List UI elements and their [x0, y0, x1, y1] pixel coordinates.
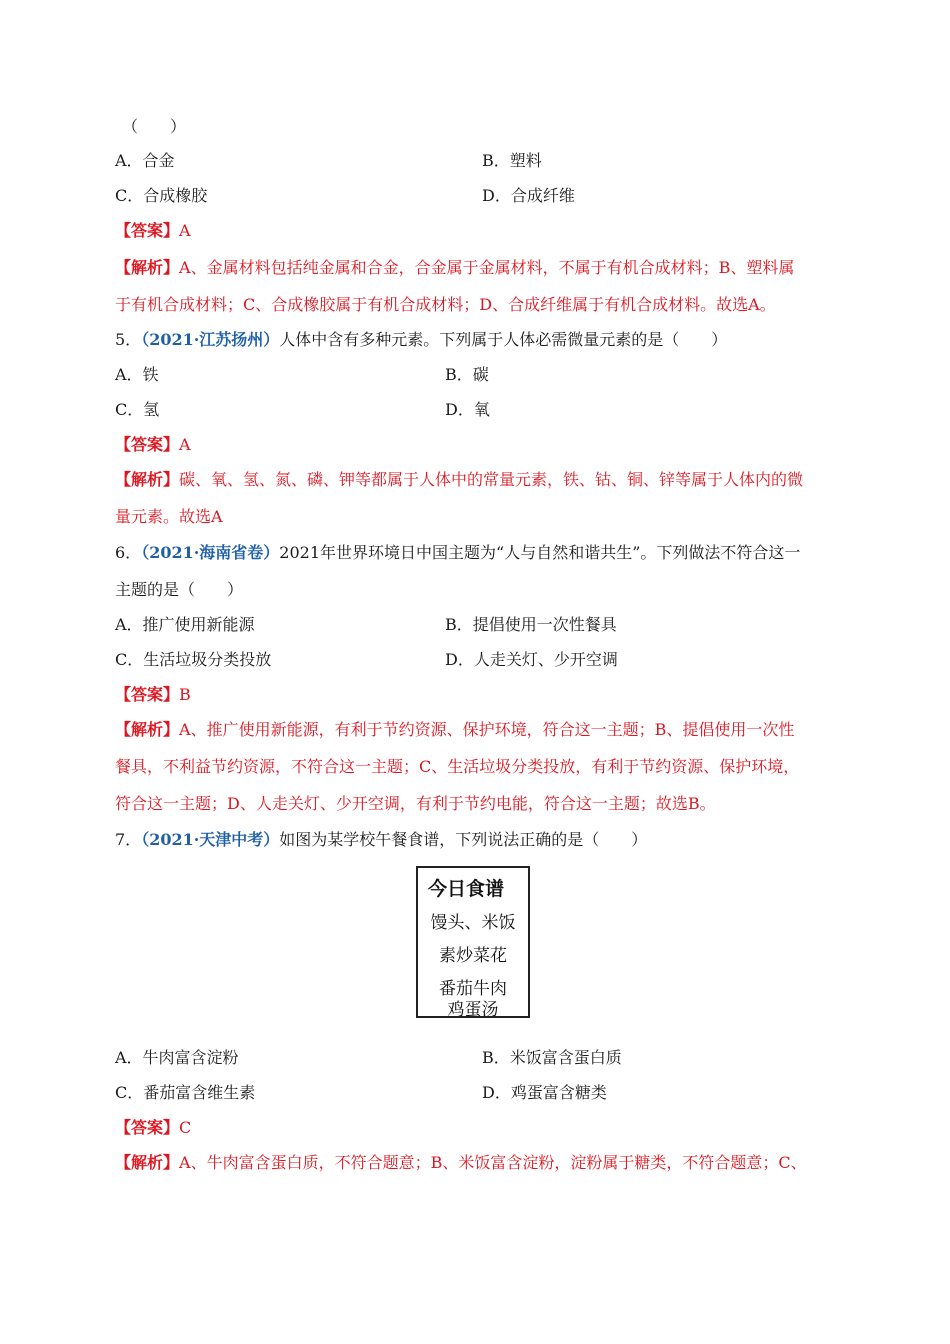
question-text: 2021年世界环境日中国主题为“人与自然和谐共生”。下列做法不符合这一 — [279, 543, 801, 562]
q5-option-a: A．铁 — [115, 365, 159, 384]
q4-analysis-line-1 — [115, 258, 794, 278]
menu-item: 素炒菜花 — [439, 946, 507, 966]
question-number: 7． — [115, 830, 142, 849]
analysis-tag: 【解析】 — [115, 470, 180, 489]
q7-option-c: C．番茄富含维生素 — [115, 1083, 256, 1102]
q7-option-d: D．鸡蛋富含糖类 — [482, 1083, 607, 1102]
q4-analysis-line-2: 于有机合成材料；C、合成橡胶属于有机合成材料；D、合成纤维属于有机合成材料。故选A。 — [115, 295, 776, 314]
question-source: （2021·江苏扬州） — [141, 330, 280, 349]
q6-analysis-line-1 — [115, 720, 794, 740]
menu-title: 今日食谱 — [428, 878, 505, 900]
q6-option-a: A．推广使用新能源 — [115, 615, 255, 634]
q4-option-b: B．塑料 — [482, 151, 542, 170]
q6-option-c: C．生活垃圾分类投放 — [115, 650, 272, 669]
q6-answer — [115, 685, 191, 705]
answer-tag: 【答案】 — [115, 1118, 180, 1137]
q6-stem-line-1 — [115, 543, 800, 563]
q4-option-a: A．合金 — [115, 151, 175, 170]
analysis-text: A、金属材料包括纯金属和合金，合金属于金属材料，不属于有机合成材料；B、塑料属 — [179, 258, 795, 277]
menu-item: 鸡蛋汤 — [447, 1000, 499, 1020]
q6-stem-line-2: 主题的是（ ） — [115, 580, 244, 599]
q4-stem-tail: （ ） — [122, 117, 187, 136]
q6-analysis-line-3: 符合这一主题；D、人走关灯、少开空调，有利于节约电能，符合这一主题；故选B。 — [115, 794, 716, 813]
q5-stem — [115, 330, 727, 350]
q5-option-b: B．碳 — [445, 365, 489, 384]
q7-analysis-line-1 — [115, 1153, 807, 1173]
q7-answer — [115, 1118, 191, 1138]
answer-value: A — [179, 221, 191, 240]
q4-option-c: C．合成橡胶 — [115, 186, 208, 205]
q4-answer — [115, 221, 191, 241]
analysis-text: A、牛肉富含蛋白质，不符合题意；B、米饭富含淀粉，淀粉属于糖类，不符合题意；C、 — [179, 1153, 807, 1172]
answer-value: A — [179, 435, 191, 454]
menu-item: 馒头、米饭 — [430, 913, 516, 933]
q7-stem — [115, 830, 647, 850]
question-text: 如图为某学校午餐食谱，下列说法正确的是（ ） — [279, 830, 648, 849]
q6-option-d: D．人走关灯、少开空调 — [445, 650, 618, 669]
menu-item: 番茄牛肉 — [439, 979, 507, 999]
analysis-tag: 【解析】 — [115, 258, 180, 277]
q6-option-b: B．提倡使用一次性餐具 — [445, 615, 617, 634]
question-source: （2021·海南省卷） — [141, 543, 280, 562]
question-source: （2021·天津中考） — [141, 830, 280, 849]
analysis-tag: 【解析】 — [115, 720, 180, 739]
q6-analysis-line-2: 餐具，不利益节约资源，不符合这一主题；C、生活垃圾分类投放，有利于节约资源、保护环境， — [115, 757, 800, 776]
question-number: 6． — [115, 543, 142, 562]
q7-option-a: A．牛肉富含淀粉 — [115, 1048, 239, 1067]
analysis-tag: 【解析】 — [115, 1153, 180, 1172]
q5-answer — [115, 435, 191, 455]
q4-option-d: D．合成纤维 — [482, 186, 575, 205]
question-number: 5． — [115, 330, 142, 349]
menu-figure — [416, 866, 530, 1018]
answer-value: C — [179, 1118, 192, 1137]
analysis-text: 碳、氧、氢、氮、磷、钾等都属于人体中的常量元素，铁、钴、铜、锌等属于人体内的微 — [179, 470, 804, 489]
question-text: 人体中含有多种元素。下列属于人体必需微量元素的是（ ） — [279, 330, 728, 349]
q5-analysis-line-2: 量元素。故选A — [115, 507, 223, 526]
q5-analysis-line-1 — [115, 470, 803, 490]
q5-option-d: D．氧 — [445, 400, 490, 419]
analysis-text: A、推广使用新能源，有利于节约资源、保护环境，符合这一主题；B、提倡使用一次性 — [179, 720, 795, 739]
answer-tag: 【答案】 — [115, 685, 180, 704]
q5-option-c: C．氢 — [115, 400, 160, 419]
answer-tag: 【答案】 — [115, 221, 180, 240]
answer-tag: 【答案】 — [115, 435, 180, 454]
answer-value: B — [179, 685, 191, 704]
q7-option-b: B．米饭富含蛋白质 — [482, 1048, 622, 1067]
